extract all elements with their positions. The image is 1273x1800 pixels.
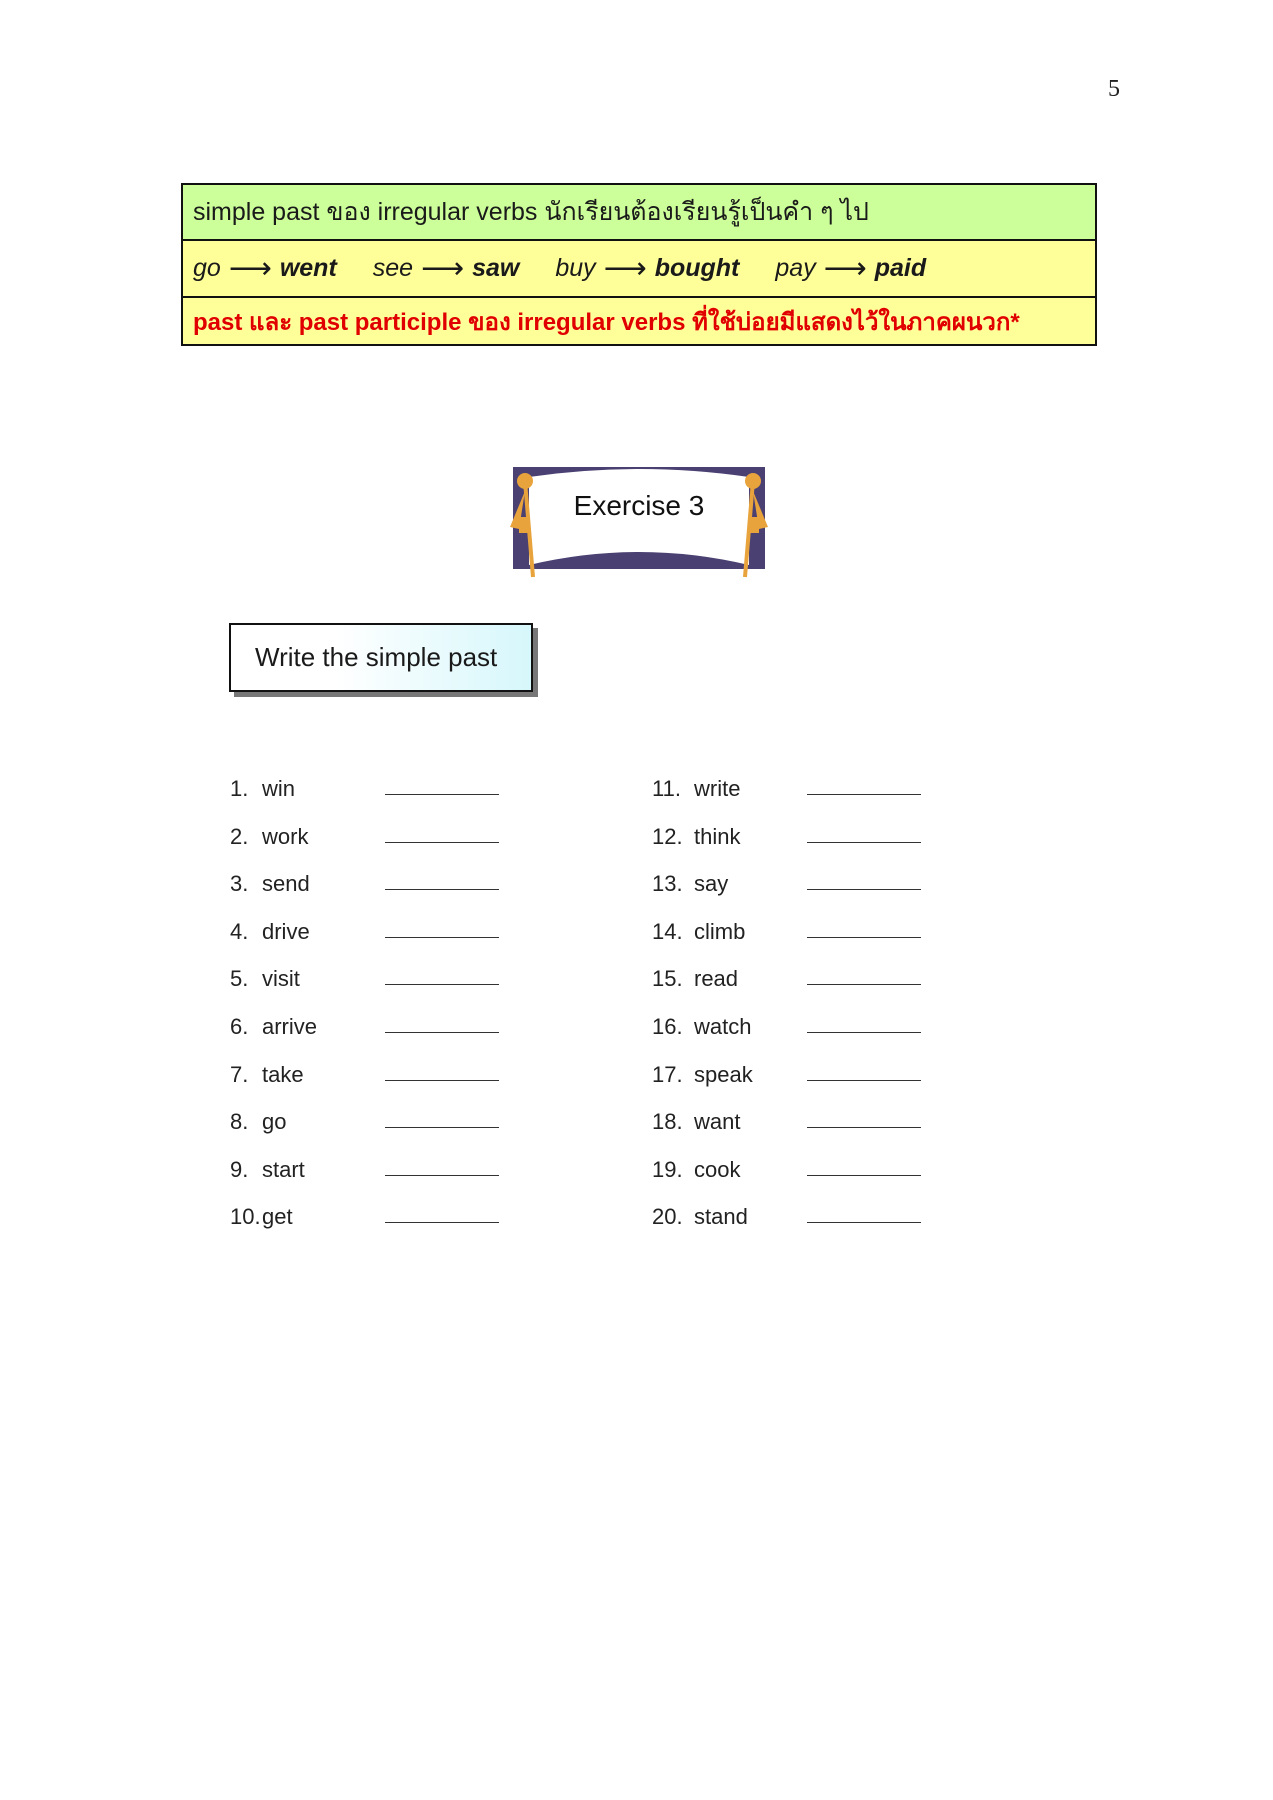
page-number: 5 [1108, 76, 1120, 102]
item-word: speak [694, 1061, 753, 1087]
verb-pair [193, 251, 337, 286]
scroll-banner-icon [507, 467, 771, 579]
answer-blank[interactable] [807, 1175, 921, 1176]
item-number: 11. [652, 776, 681, 801]
item-word: visit [262, 966, 300, 992]
item-number: 15. [652, 966, 683, 992]
item-word: stand [694, 1204, 748, 1230]
verb-base: see [372, 254, 414, 282]
verb-pair [775, 251, 926, 286]
item-word: watch [694, 1013, 752, 1039]
verb-past: went [279, 254, 337, 282]
answer-blank[interactable] [385, 984, 499, 985]
answer-blank[interactable] [807, 984, 921, 985]
item-number: 17. [652, 1061, 683, 1087]
answer-blank[interactable] [807, 794, 921, 795]
arrow-right-icon: ⟶ [421, 252, 465, 285]
item-word: think [694, 823, 741, 849]
item-word: start [262, 1156, 305, 1182]
item-word: say [694, 871, 729, 897]
item-number: 12. [652, 823, 683, 849]
item-number: 16. [652, 1013, 683, 1039]
item-word: drive [262, 918, 310, 944]
item-number: 3. [230, 871, 249, 897]
answer-blank[interactable] [385, 889, 499, 890]
answer-blank[interactable] [385, 1080, 499, 1081]
exercise-title: Exercise 3 [573, 490, 705, 521]
item-word: get [262, 1204, 293, 1230]
verb-base: go [193, 254, 221, 282]
answer-blank[interactable] [385, 1175, 499, 1176]
verb-past: saw [472, 254, 520, 282]
answer-blank[interactable] [807, 1222, 921, 1223]
item-number: 8. [230, 1109, 249, 1135]
answer-blank[interactable] [385, 1127, 499, 1128]
answer-blank[interactable] [385, 937, 499, 938]
verb-base: buy [555, 254, 596, 282]
item-word: send [262, 871, 310, 897]
answer-blank[interactable] [385, 1032, 499, 1033]
item-number: 10. [230, 1204, 261, 1230]
answer-blank[interactable] [807, 842, 921, 843]
answer-blank[interactable] [807, 889, 921, 890]
item-number: 1. [230, 776, 249, 801]
item-number: 20. [652, 1204, 683, 1230]
item-word: climb [694, 918, 746, 944]
item-word: arrive [262, 1013, 318, 1039]
arrow-right-icon: ⟶ [823, 252, 867, 285]
verb-pair [555, 251, 739, 286]
item-number: 14. [652, 918, 683, 944]
item-number: 5. [230, 966, 249, 992]
item-word: read [694, 966, 739, 992]
item-number: 4. [230, 918, 249, 944]
verb-base: pay [775, 254, 816, 282]
item-word: take [262, 1061, 304, 1087]
item-word: go [262, 1109, 287, 1135]
item-word: write [694, 776, 741, 801]
rule-line-1: simple past ของ irregular verbs นักเรียนต้องเรียนรู้เป็นคำ ๆ ไป [183, 185, 1095, 241]
item-word: win [262, 776, 296, 801]
item-number: 2. [230, 823, 249, 849]
verb-pair [373, 251, 520, 286]
item-word: work [262, 823, 309, 849]
verb-past: bought [654, 254, 740, 282]
answer-blank[interactable] [807, 937, 921, 938]
answer-blank[interactable] [385, 1222, 499, 1223]
answer-blank[interactable] [807, 1032, 921, 1033]
answer-blank[interactable] [385, 842, 499, 843]
rule-examples-row [183, 241, 1095, 298]
answer-blank[interactable] [385, 794, 499, 795]
item-number: 6. [230, 1013, 249, 1039]
item-number: 13. [652, 871, 683, 897]
instruction-box: Write the simple past [229, 623, 533, 692]
item-word: want [694, 1109, 741, 1135]
verb-past: paid [874, 254, 927, 282]
arrow-right-icon: ⟶ [603, 252, 647, 285]
answer-blank[interactable] [807, 1080, 921, 1081]
item-number: 18. [652, 1109, 683, 1135]
answer-blank[interactable] [807, 1127, 921, 1128]
item-number: 19. [652, 1156, 683, 1182]
item-number: 9. [230, 1156, 249, 1182]
item-number: 7. [230, 1061, 249, 1087]
item-word: cook [694, 1156, 741, 1182]
arrow-right-icon: ⟶ [228, 252, 272, 285]
grammar-rule-box [181, 183, 1097, 346]
rule-appendix-note: past และ past participle ของ irregular verbs ที่ใช้บ่อยมีแสดงไว้ในภาคผนวก* [183, 298, 1095, 344]
